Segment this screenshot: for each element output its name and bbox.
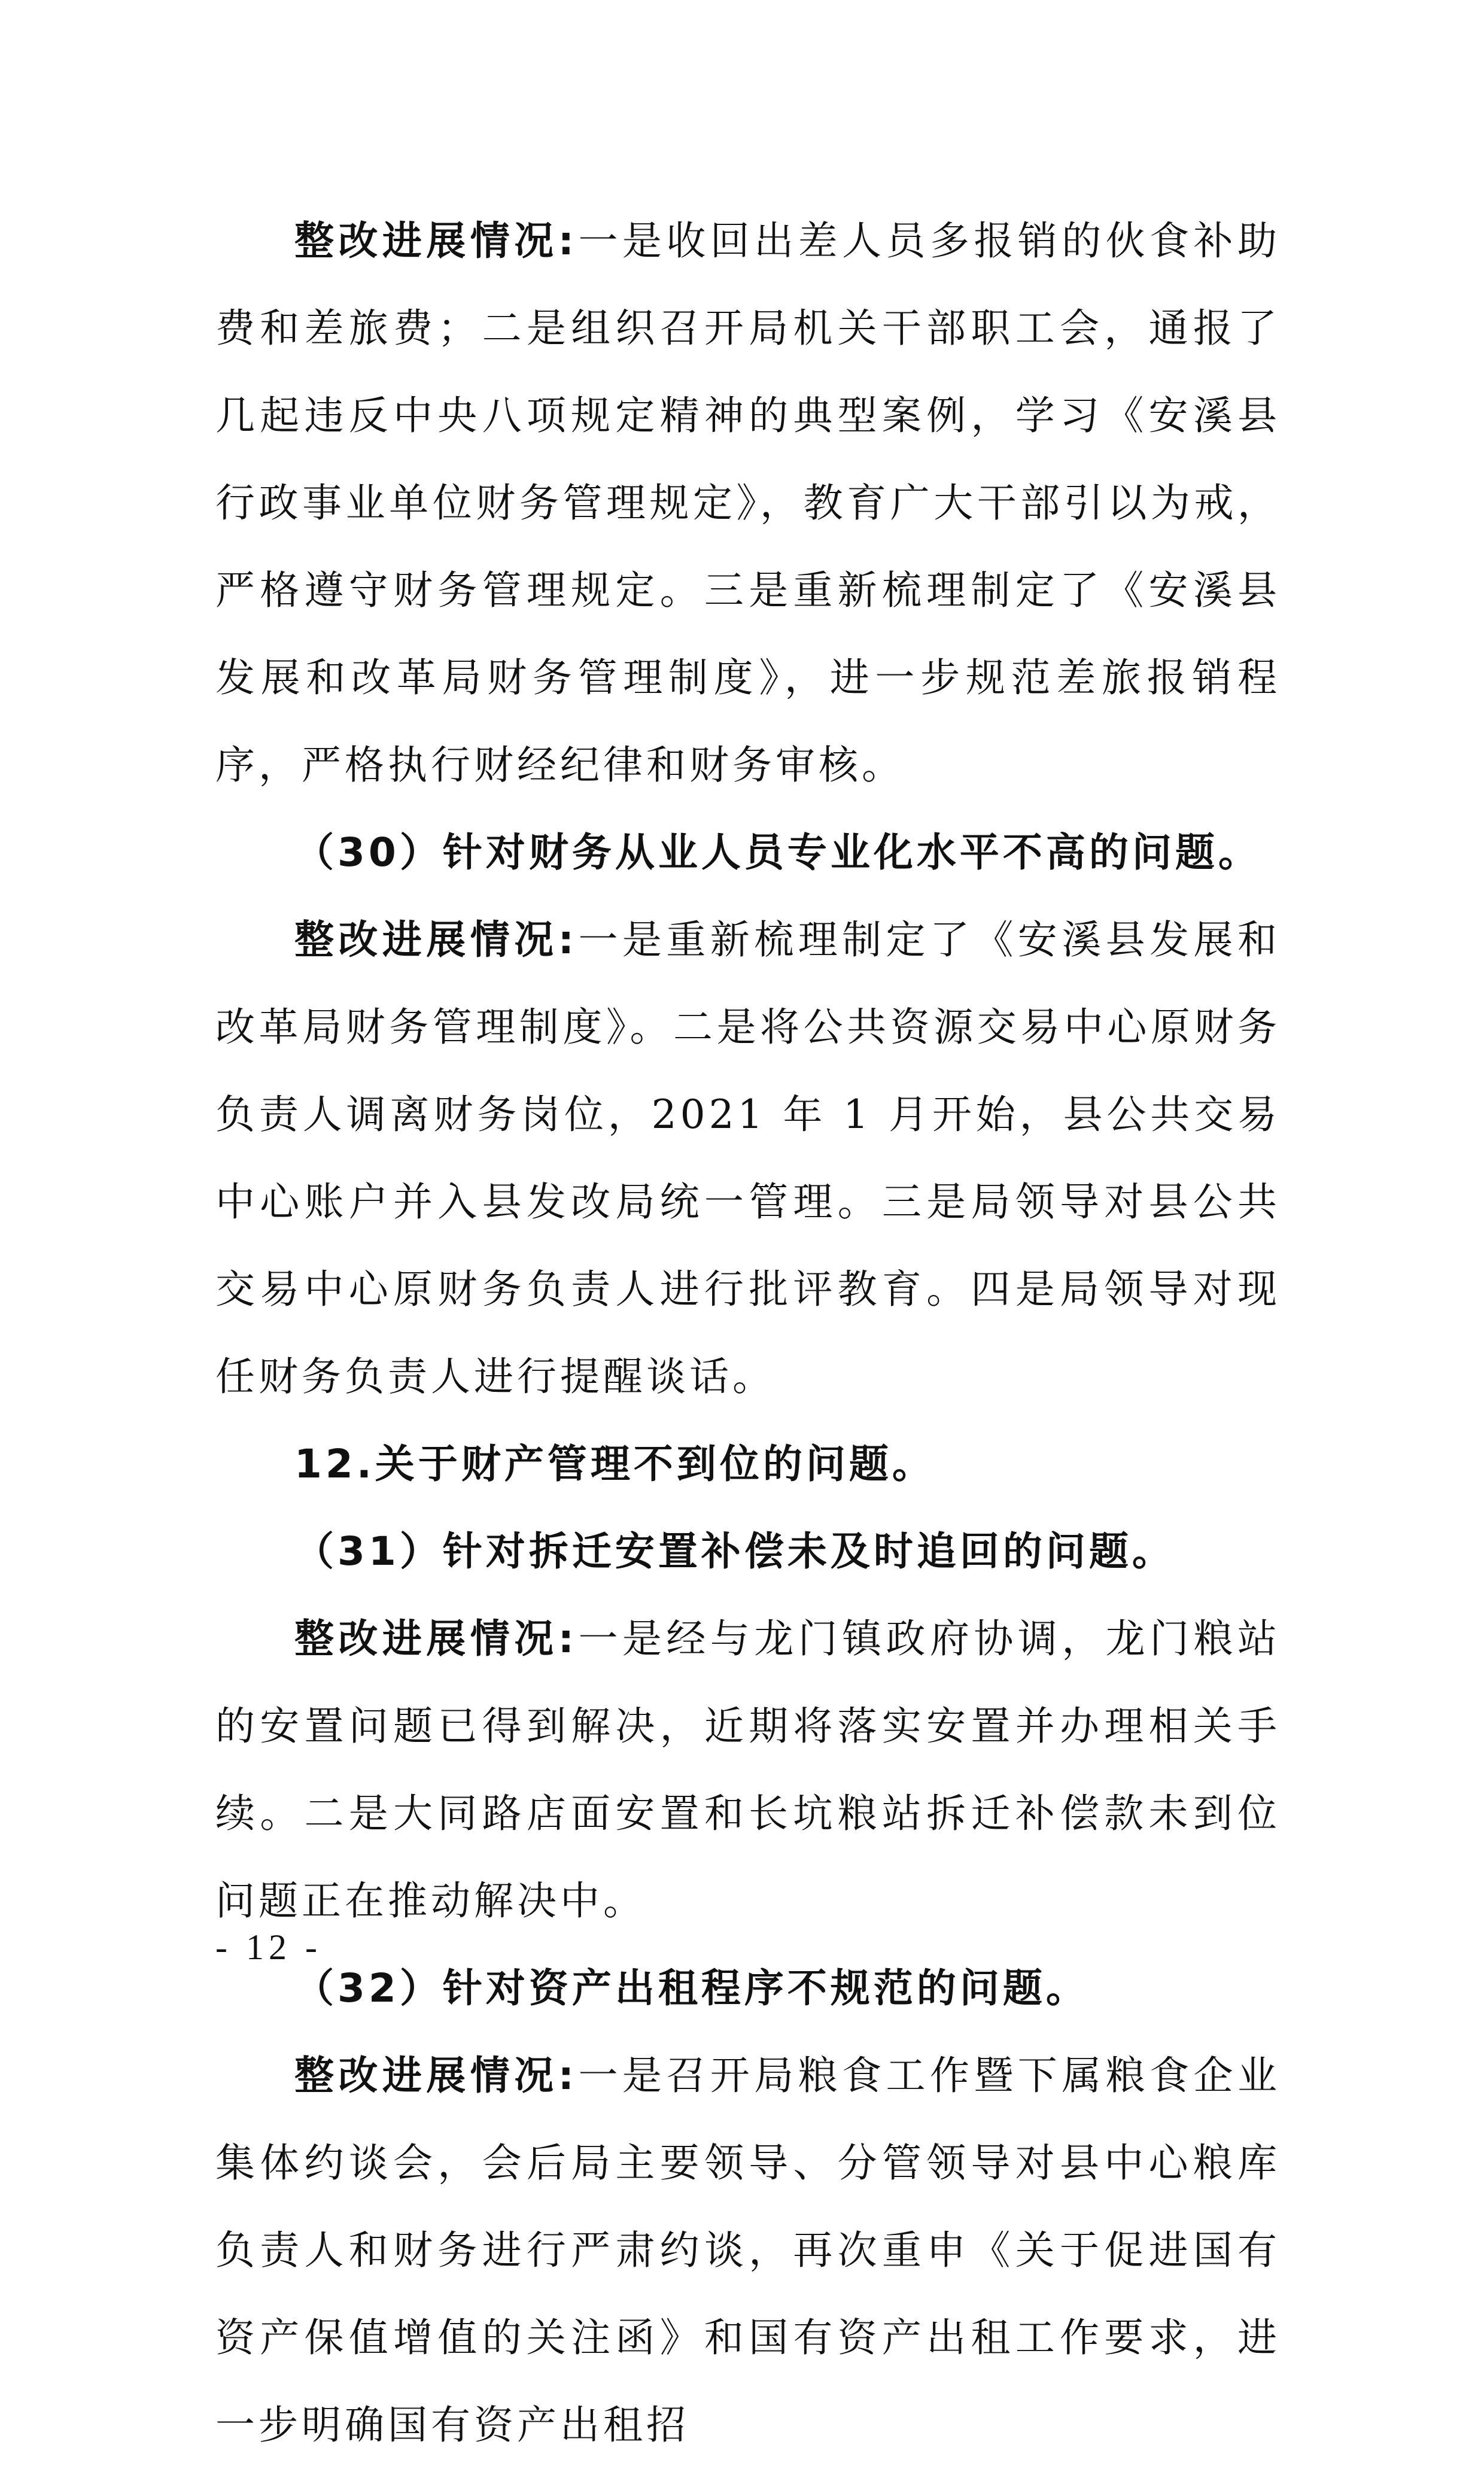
progress-paragraph-2 <box>215 896 1281 1421</box>
subheading-31: （31）针对拆迁安置补偿未及时追回的问题。 <box>294 1528 1175 1574</box>
progress-paragraph-3 <box>215 1595 1281 1945</box>
section-heading-12: 12.关于财产管理不到位的问题。 <box>294 1441 935 1487</box>
subheading-30: （30）针对财务从业人员专业化水平不高的问题。 <box>294 829 1261 875</box>
subheading-32: （32）针对资产出租程序不规范的问题。 <box>294 1965 1089 2011</box>
progress-label: 整改进展情况: <box>294 2053 578 2099</box>
progress-paragraph-1 <box>215 197 1281 809</box>
progress-text: 一是召开局粮食工作暨下属粮食企业集体约谈会，会后局主要领导、分管领导对县中心粮库负责人和财务进行严肃约谈，再次重申《关于促进国有资产保值增值的关注函》和国有资产出租工作要求，进一步明确国有资产出租招 <box>215 2053 1281 2448</box>
progress-label: 整改进展情况: <box>294 218 578 264</box>
progress-text: 一是收回出差人员多报销的伙食补助费和差旅费；二是组织召开局机关干部职工会，通报了几起违反中央八项规定精神的典型案例，学习《安溪县行政事业单位财务管理规定》，教育广大干部引以为戒，严格遵守财务管理规定。三是重新梳理制定了《安溪县发展和改革局财务管理制度》，进一步规范差旅报销程序，严格执行财经纪律和财务审核。 <box>215 218 1281 788</box>
document-body <box>215 197 1281 2469</box>
progress-text: 一是经与龙门镇政府协调，龙门粮站的安置问题已得到解决，近期将落实安置并办理相关手续。二是大同路店面安置和长坑粮站拆迁补偿款未到位问题正在推动解决中。 <box>215 1616 1281 1924</box>
progress-paragraph-4 <box>215 2032 1281 2469</box>
progress-label: 整改进展情况: <box>294 1616 578 1662</box>
page-number: - 12 - <box>215 1927 322 1967</box>
progress-text: 一是重新梳理制定了《安溪县发展和改革局财务管理制度》。二是将公共资源交易中心原财务负责人调离财务岗位，2021 年 1 月开始，县公共交易中心账户并入县发改局统一管理。三是局领导对县公共交易中心原财务负责人进行批评教育。四是局领导对现任财务负责人进行提醒谈话。 <box>215 917 1281 1400</box>
progress-label: 整改进展情况: <box>294 917 578 963</box>
